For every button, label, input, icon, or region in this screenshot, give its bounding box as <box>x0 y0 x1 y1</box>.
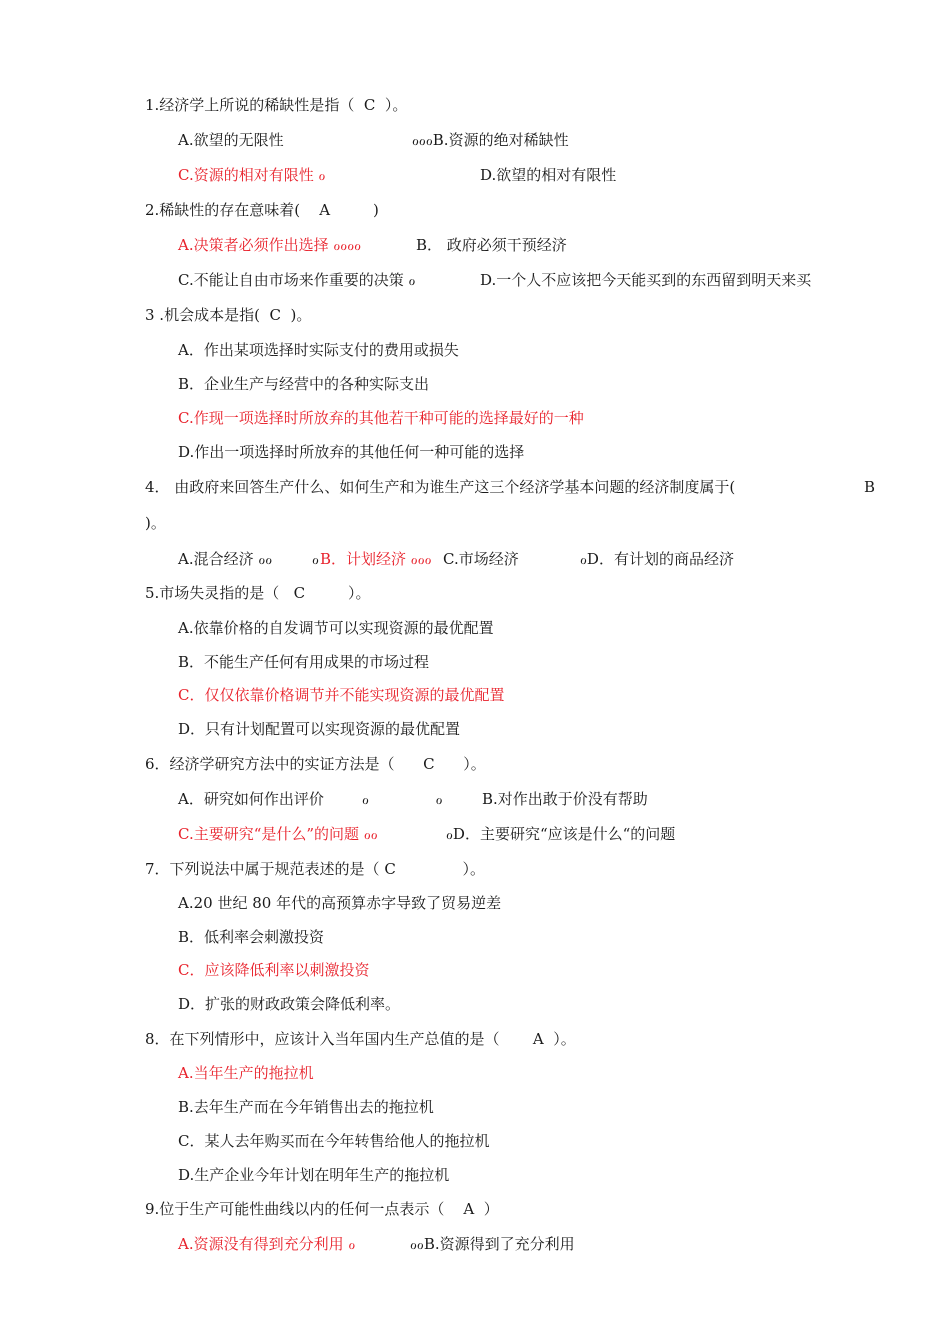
question-2-option-d: D.一个人不应该把今天能买到的东西留到明天来买 <box>480 271 812 289</box>
question-7-option-c: C．应该降低利率以刺激投资 <box>178 961 370 979</box>
question-8-option-b: B.去年生产而在今年销售出去的拖拉机 <box>178 1098 434 1116</box>
question-6-option-b: B.对作出敢于价没有帮助 <box>482 790 648 808</box>
question-9-option-b: ℴℴB.资源得到了充分利用 <box>410 1235 575 1253</box>
question-2-option-c: C.不能让自由市场来作重要的决策 ℴ <box>178 271 416 289</box>
question-1-stem: 1.经济学上所说的稀缺性是指（ C ）。 <box>145 96 408 114</box>
question-1-option-b: ℴℴℴB.资源的绝对稀缺性 <box>412 131 569 149</box>
question-2-option-b: B． 政府必须干预经济 <box>416 236 567 254</box>
question-3-stem: 3 .机会成本是指( C )。 <box>145 306 312 324</box>
question-1-option-a: A.欲望的无限性 <box>178 131 284 149</box>
question-1-option-c: C.资源的相对有限性 ℴ <box>178 166 326 184</box>
question-5-option-b: B．不能生产任何有用成果的市场过程 <box>178 653 430 671</box>
question-4-stem-end: )。 <box>145 514 166 532</box>
question-5-option-c: C．仅仅依靠价格调节并不能实现资源的最优配置 <box>178 686 505 704</box>
question-3-option-b: B．企业生产与经营中的各种实际支出 <box>178 375 430 393</box>
question-9-option-a: A.资源没有得到充分利用 ℴ <box>178 1235 356 1253</box>
question-7-option-a: A.20 世纪 80 年代的高预算赤字导致了贸易逆差 <box>178 894 502 912</box>
question-6-option-d: ℴD．主要研究“应该是什么“的问题 <box>446 825 676 843</box>
question-6-stem: 6．经济学研究方法中的实证方法是（ C ）。 <box>145 755 486 773</box>
question-4-option-b-prefix: ℴ <box>312 550 319 568</box>
question-4-option-b: B．计划经济 ℴℴℴ <box>320 550 432 568</box>
question-7-option-b: B．低利率会刺激投资 <box>178 928 325 946</box>
question-5-stem: 5.市场失灵指的是（ C ）。 <box>145 584 371 602</box>
question-7-stem: 7．下列说法中属于规范表述的是（ C ）。 <box>145 860 486 878</box>
question-1-option-d: D.欲望的相对有限性 <box>480 166 617 184</box>
question-3-option-a: A．作出某项选择时实际支付的费用或损失 <box>178 341 459 359</box>
question-5-option-d: D．只有计划配置可以实现资源的最优配置 <box>178 720 461 738</box>
question-8-option-d: D.生产企业今年计划在明年生产的拖拉机 <box>178 1166 450 1184</box>
question-4-option-c: C.市场经济 <box>443 550 519 568</box>
question-6-option-a: A．研究如何作出评价 ℴ ℴ <box>178 790 443 808</box>
question-5-option-a: A.依靠价格的自发调节可以实现资源的最优配置 <box>178 619 494 637</box>
question-9-stem: 9.位于生产可能性曲线以内的任何一点表示（ A ） <box>145 1200 499 1218</box>
question-4-stem: 4． 由政府来回答生产什么、如何生产和为谁生产这三个经济学基本问题的经济制度属于( <box>145 478 736 496</box>
question-4-option-a: A.混合经济 ℴℴ <box>178 550 273 568</box>
question-2-option-a: A.决策者必须作出选择 ℴℴℴℴ <box>178 236 362 254</box>
question-6-option-c: C.主要研究“是什么”的问题 ℴℴ <box>178 825 378 843</box>
question-3-option-c: C.作现一项选择时所放弃的其他若干种可能的选择最好的一种 <box>178 409 584 427</box>
question-4-answer: B <box>864 478 876 496</box>
question-3-option-d: D.作出一项选择时所放弃的其他任何一种可能的选择 <box>178 443 525 461</box>
question-2-stem: 2.稀缺性的存在意味着( A ) <box>145 201 379 219</box>
question-7-option-d: D．扩张的财政政策会降低利率。 <box>178 995 401 1013</box>
question-8-option-a: A.当年生产的拖拉机 <box>178 1064 314 1082</box>
question-4-option-d: ℴD．有计划的商品经济 <box>580 550 734 568</box>
question-8-option-c: C．某人去年购买而在今年转售给他人的拖拉机 <box>178 1132 490 1150</box>
question-8-stem: 8．在下列情形中，应该计入当年国内生产总值的是（ A ）。 <box>145 1030 576 1048</box>
